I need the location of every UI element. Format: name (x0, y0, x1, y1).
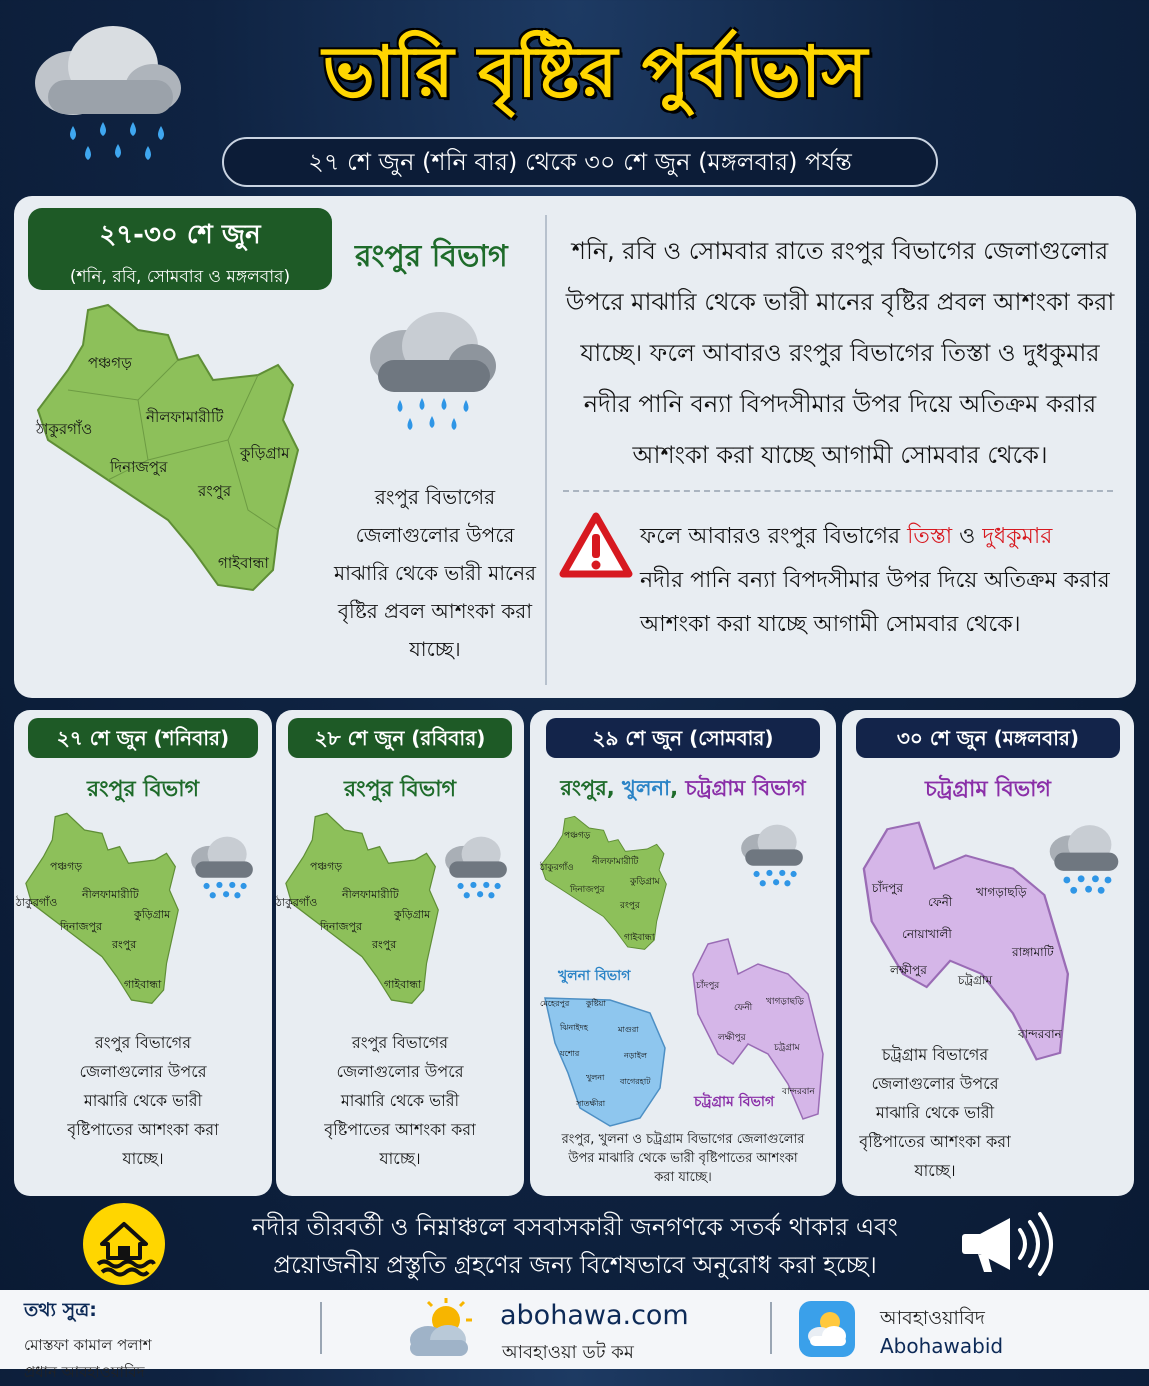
app-name-en: Abohawabid (880, 1334, 1004, 1358)
warning-post: নদীর পানি বন্যা বিপদসীমার উপর দিয়ে অতিক্রম করার আশংকা করা যাচ্ছে আগামী সোমবার থেকে। (640, 568, 1110, 637)
region-rangpur: রংপুর (560, 776, 607, 800)
map-label-thakurgaon: ঠাকুরগাঁও (36, 420, 93, 438)
card-rain-cloud-icon (1044, 818, 1124, 902)
card-rain-cloud-icon (736, 816, 808, 896)
source-title: প্রধান আবহাওয়াবিদ (24, 1363, 145, 1381)
main-forecast-paragraph: শনি, রবি ও সোমবার রাতে রংপুর বিভাগের জেলাগুলোর উপরে মাঝারি থেকে ভারী মানের বৃষ্টির প্রবল আশংকা করা যাচ্ছে। ফলে আবারও রংপুর বিভাগের তিস্তা ও দুধকুমার নদীর পানি বন্যা বিপদসীমার উপর দিয়ে অতিক্রম করার আশংকা করা যাচ্ছে আগামী সোমবার থেকে। (565, 237, 1115, 469)
page-title: ভারি বৃষ্টির পুর্বাভাস (322, 31, 868, 113)
dashed-divider (563, 490, 1113, 492)
footer-separator (320, 1302, 322, 1354)
card-date: ২৭ শে জুন (শনিবার) (28, 718, 258, 758)
river-dudhkumar: দুধকুমার (982, 524, 1053, 549)
map-label-rangpur: রংপুর (372, 938, 397, 951)
main-small-forecast: রংপুর বিভাগের জেলাগুলোর উপরে মাঝারি থেকে ভারী মানের বৃষ্টির প্রবল আশংকা করা যাচ্ছে। (333, 485, 537, 661)
map-label-gaibandha: গাইবান্ধা (624, 933, 655, 943)
warning-pre: ফলে আবারও রংপুর বিভাগের (640, 524, 908, 549)
region-chattogram: চট্রগ্রাম বিভাগ (685, 776, 806, 800)
main-rain-cloud-icon (360, 308, 500, 438)
card-region: রংপুর বিভাগ (344, 777, 456, 802)
river-teesta: তিস্তা (907, 524, 953, 549)
map-label-lakshmipur: লক্ষীপুর (718, 1033, 746, 1043)
map-label-kushtia: কুষ্টিয়া (586, 999, 606, 1008)
card-regions (530, 772, 836, 807)
card-rain-cloud-icon (186, 828, 258, 908)
header-rain-cloud-icon (18, 18, 183, 168)
rangpur-map (28, 300, 318, 600)
map-label-feni: ফেনী (734, 1003, 753, 1013)
map-label-meherpur: মেহেরপুর (540, 999, 570, 1008)
map-label-gaibandha: গাইবান্ধা (124, 978, 162, 991)
map-label-bagerhat: বাগেরহাট (620, 1077, 651, 1086)
app-icon[interactable] (798, 1300, 856, 1358)
alert-message: নদীর তীরবর্তী ও নিম্নাঞ্চলে বসবাসকারী জনগণকে সতর্ক থাকার এবং প্রয়োজনীয় প্রস্তুতি গ্রহণের জন্য বিশেষভাবে অনুরোধ করা হচ্ছে। (252, 1213, 898, 1279)
website-bn: আবহাওয়া ডট কম (502, 1342, 634, 1363)
map-label-panchagarh: পঞ্চগড় (564, 831, 591, 841)
website-link[interactable]: abohawa.com (500, 1300, 689, 1331)
day-card-27 (14, 710, 272, 1196)
map-label-nilphamari: নীলফামারীটি (592, 857, 639, 867)
card-date: ২৯ শে জুন (সোমবার) (546, 718, 820, 758)
warning-icon (560, 512, 632, 578)
day-card-28 (276, 710, 524, 1196)
map-label-magura: মাগুরা (618, 1025, 639, 1034)
card-region: চট্রগ্রাম বিভাগ (925, 777, 1051, 802)
khulna-map-title: খুলনা বিভাগ (558, 968, 631, 984)
map-label-bandarban: বান্দরবান (782, 1087, 815, 1097)
card-forecast-text: রংপুর বিভাগের জেলাগুলোর উপরে মাঝারি থেকে ভারী বৃষ্টিপাতের আশংকা করা যাচ্ছে। (67, 1033, 219, 1168)
map-label-kurigram: কুড়িগ্রাম (394, 908, 431, 921)
main-region-title: রংপুর বিভাগ (355, 239, 508, 274)
sep: , (670, 776, 686, 800)
app-name-bn: আবহাওয়াবিদ (880, 1307, 985, 1329)
warning-and: ও (952, 524, 983, 549)
map-label-khagrachhari: খাগড়াছড়ি (976, 885, 1027, 899)
card-map-rangpur (16, 810, 190, 1010)
warning-text (640, 515, 1120, 647)
flood-house-icon (82, 1202, 166, 1286)
map-label-kurigram: কুড়িগ্রাম (134, 908, 171, 921)
map-label-chattogram: চট্রগ্রাম (774, 1043, 800, 1053)
map-label-nilphamari: নীলফামারীটি (342, 888, 399, 901)
card-date: ২৮ শে জুন (রবিবার) (288, 718, 512, 758)
map-label-rangpur: রংপুর (198, 482, 232, 500)
source-block (24, 1296, 304, 1386)
map-label-thakurgaon: ঠাকুরগাঁও (540, 863, 574, 873)
map-label-chandpur: চাঁদপুর (872, 881, 904, 895)
map-label-nilphamari: নীলফামারীটি (82, 888, 139, 901)
source-label: তথ্য সুত্র: (24, 1299, 97, 1321)
map-label-khagrachhari: খাগড়াছড়ি (766, 997, 804, 1007)
map-label-chattogram: চট্রগ্রাম (958, 973, 993, 987)
map-label-panchagarh: পঞ্চগড় (88, 354, 132, 372)
card-forecast-text: চট্রগ্রাম বিভাগের জেলাগুলোর উপরে মাঝারি থেকে ভারী বৃষ্টিপাতের আশংকা করা যাচ্ছে। (859, 1045, 1011, 1180)
card-region: রংপুর বিভাগ (87, 777, 199, 802)
sun-cloud-icon (402, 1298, 476, 1360)
map-label-jhenaidah: ঝিনাইদহ (560, 1023, 589, 1032)
card-map-rangpur-small (536, 814, 676, 954)
map-label-gaibandha: গাইবান্ধা (384, 978, 422, 991)
map-label-chandpur: চাঁদপুর (696, 981, 720, 991)
map-label-noakhali: নোয়াখালী (902, 927, 952, 941)
map-label-rangamati: রাঙ্গামাটি (1012, 945, 1054, 959)
map-label-dinajpur: দিনাজপুর (320, 920, 363, 933)
main-date-badge (28, 208, 332, 290)
map-label-thakurgaon: ঠাকুরগাঁও (276, 896, 318, 909)
card-forecast-text: রংপুর, খুলনা ও চট্রগ্রাম বিভাগের জেলাগুলোর উপর মাঝারি থেকে ভারী বৃষ্টিপাতের আশংকা করা যাচ্ছে। (561, 1132, 805, 1185)
main-days: (শনি, রবি, সোমবার ও মঙ্গলবার) (69, 267, 291, 287)
map-label-dinajpur: দিনাজপুর (110, 458, 168, 476)
sep: , (606, 776, 623, 800)
day-card-29 (530, 710, 836, 1196)
date-range-subtitle: ২৭ শে জুন (শনি বার) থেকে ৩০ শে জুন (মঙ্গলবার) পর্যন্ত (222, 137, 938, 187)
map-label-panchagarh: পঞ্চগড় (50, 860, 83, 873)
card-map-rangpur (276, 810, 450, 1010)
map-label-kurigram: কুড়িগ্রাম (240, 444, 290, 462)
region-khulna: খুলনা (622, 776, 671, 800)
source-name: মোস্তফা কামাল পলাশ (24, 1336, 152, 1354)
map-label-jessore: যশোর (560, 1049, 580, 1058)
map-label-rangpur: রংপুর (112, 938, 137, 951)
map-label-panchagarh: পঞ্চগড় (310, 860, 343, 873)
map-label-khulna: খুলনা (586, 1073, 605, 1082)
megaphone-icon (958, 1206, 1058, 1282)
card-rain-cloud-icon (440, 828, 512, 908)
map-label-kurigram: কুড়িগ্রাম (630, 877, 660, 887)
panel-divider (545, 215, 547, 685)
map-label-narail: নড়াইল (624, 1051, 647, 1060)
chattogram-map-title: চট্রগ্রাম বিভাগ (694, 1094, 775, 1110)
map-label-dinajpur: দিনাজপুর (570, 885, 605, 895)
map-label-rangpur: রংপুর (620, 901, 640, 911)
card-forecast-text: রংপুর বিভাগের জেলাগুলোর উপরে মাঝারি থেকে ভারী বৃষ্টিপাতের আশংকা করা যাচ্ছে। (324, 1033, 476, 1168)
map-label-lakshmipur: লক্ষীপুর (890, 963, 927, 977)
main-date-range: ২৭-৩০ শে জুন (99, 220, 261, 250)
map-label-feni: ফেনী (928, 895, 953, 909)
map-label-thakurgaon: ঠাকুরগাঁও (16, 896, 58, 909)
khulna-map (540, 968, 680, 1128)
map-label-nilphamari: নীলফামারীটি (146, 408, 224, 426)
footer-separator (770, 1302, 772, 1354)
map-label-satkhira: সাতক্ষীরা (576, 1099, 606, 1108)
map-label-bandarban: বান্দরবান (1018, 1027, 1062, 1041)
card-date: ৩০ শে জুন (মঙ্গলবার) (856, 718, 1120, 758)
map-label-dinajpur: দিনাজপুর (60, 920, 103, 933)
map-label-gaibandha: গাইবান্ধা (218, 554, 269, 572)
day-card-30 (842, 710, 1134, 1196)
